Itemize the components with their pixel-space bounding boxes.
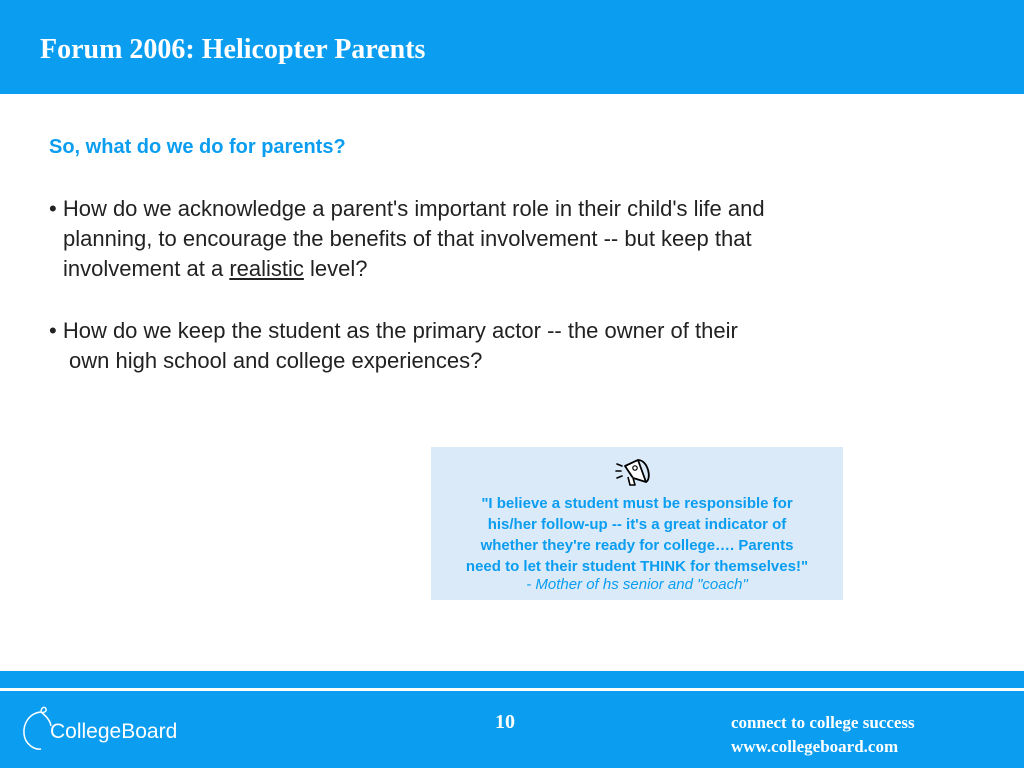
underlined-word: realistic [229,256,304,281]
megaphone-icon [615,455,655,487]
quote-line: whether they're ready for college…. Parents [480,537,794,554]
bullet-1-line-3 [49,254,765,284]
footer-divider [0,688,1024,691]
logo-text: CollegeBoard [50,720,178,743]
quote-text [431,493,843,577]
header-bar [0,0,1024,94]
bullet-marker: • [49,196,57,221]
bullet-1-text-1: How do we acknowledge a parent's important role in their child's life and [56,196,765,221]
footer-bar [0,671,1024,768]
page-title: Forum 2006: Helicopter Parents [40,34,426,65]
bullet-marker: • [49,318,57,343]
quote-line: "I believe a student must be responsible for [481,495,793,512]
bullet-1-text-3a: involvement at a [63,256,230,281]
quote-line: need to let their student THINK for themselves!" [465,558,809,575]
quote-attribution: - Mother of hs senior and "coach" [526,576,748,593]
quote-box [431,447,843,600]
bullet-2-line-1 [49,316,738,346]
bullet-1-text-3b: level? [303,256,368,281]
bullet-point-2 [49,316,738,376]
section-heading: So, what do we do for parents? [49,136,346,158]
website-url: www.collegeboard.com [731,737,899,756]
page-number: 10 [495,711,515,733]
bullet-1-line-2: planning, to encourage the benefits of that involvement -- but keep that [63,226,752,251]
quote-line: his/her follow-up -- it's a great indicator of [487,516,787,533]
footer-tagline [731,711,915,759]
tagline-text: connect to college success [731,713,915,732]
collegeboard-logo [20,704,220,754]
bullet-2-text-1: How do we keep the student as the primary actor -- the owner of their [56,318,738,343]
bullet-1-line-1 [49,194,765,224]
bullet-point-1 [49,194,765,284]
bullet-2-line-2: own high school and college experiences? [69,348,483,373]
